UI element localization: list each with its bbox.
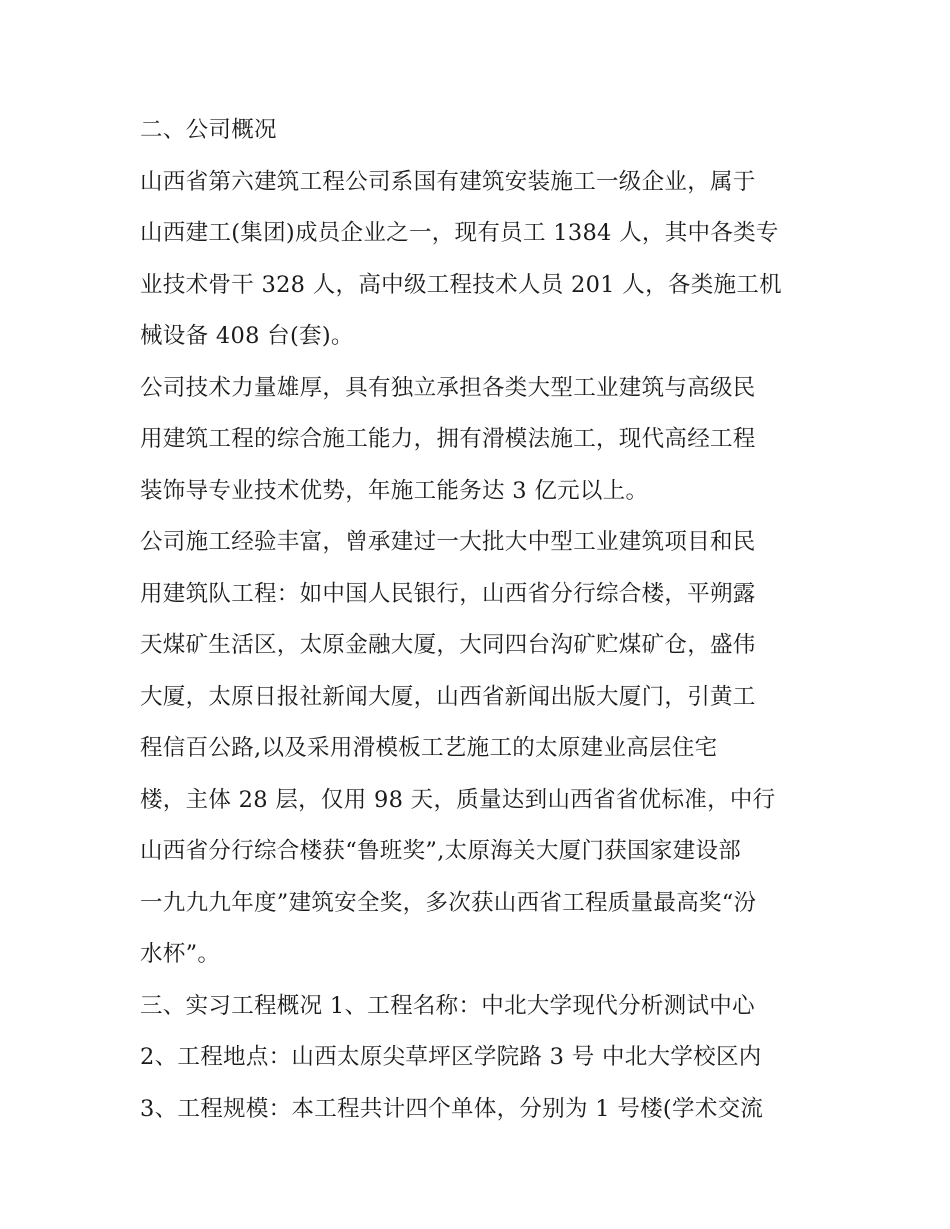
text-line: 山西省第六建筑工程公司系国有建筑安装施工一级企业，属于: [140, 168, 756, 195]
section-heading-company-overview: 二、公司概况: [140, 117, 277, 143]
text-line: 公司施工经验丰富，曾承建过一大批大中型工业建筑项目和民: [140, 529, 756, 555]
text-line: 用建筑队工程：如中国人民银行，山西省分行综合楼，平朔露: [140, 580, 756, 607]
text-line: 3、工程规模：本工程共计四个单体，分别为 1 号楼(学术交流: [140, 1095, 764, 1122]
text-line: 山西建工(集团)成员企业之一，现有员工 1384 人，其中各类专: [140, 220, 779, 246]
document-body: [140, 108, 830, 1138]
text-line: 装饰导专业技术优势，年施工能务达 3 亿元以上。: [140, 477, 649, 504]
text-line: 程信百公路,以及采用滑模板工艺施工的太原建业高层住宅: [140, 735, 718, 761]
text-line: 械设备 408 台(套)。: [140, 323, 354, 349]
text-line: 天煤矿生活区，太原金融大厦，大同四台沟矿贮煤矿仓，盛伟: [140, 632, 756, 658]
text-line: 山西省分行综合楼获“鲁班奖”,太原海关大厦门获国家建设部: [140, 838, 742, 864]
text-line: 水杯”。: [140, 941, 221, 967]
text-line: 公司技术力量雄厚，具有独立承担各类大型工业建筑与高级民: [140, 374, 756, 401]
text-line: 一九九九年度”建筑安全奖，多次获山西省工程质量最高奖“汾: [140, 889, 757, 916]
section-heading-internship-project: 三、实习工程概况 1、工程名称：中北大学现代分析测试中心: [140, 992, 755, 1019]
text-line: 大厦，太原日报社新闻大厦，山西省新闻出版大厦门，引黄工: [140, 683, 756, 710]
text-line: 用建筑工程的综合施工能力，拥有滑模法施工，现代高经工程: [140, 426, 756, 452]
text-line: 楼，主体 28 层，仅用 98 天，质量达到山西省省优标准，中行: [140, 786, 776, 813]
text-line: 2、工程地点：山西太原尖草坪区学院路 3 号 中北大学校区内: [140, 1044, 762, 1070]
text-line: 业技术骨干 328 人，高中级工程技术人员 201 人，各类施工机: [140, 271, 782, 298]
